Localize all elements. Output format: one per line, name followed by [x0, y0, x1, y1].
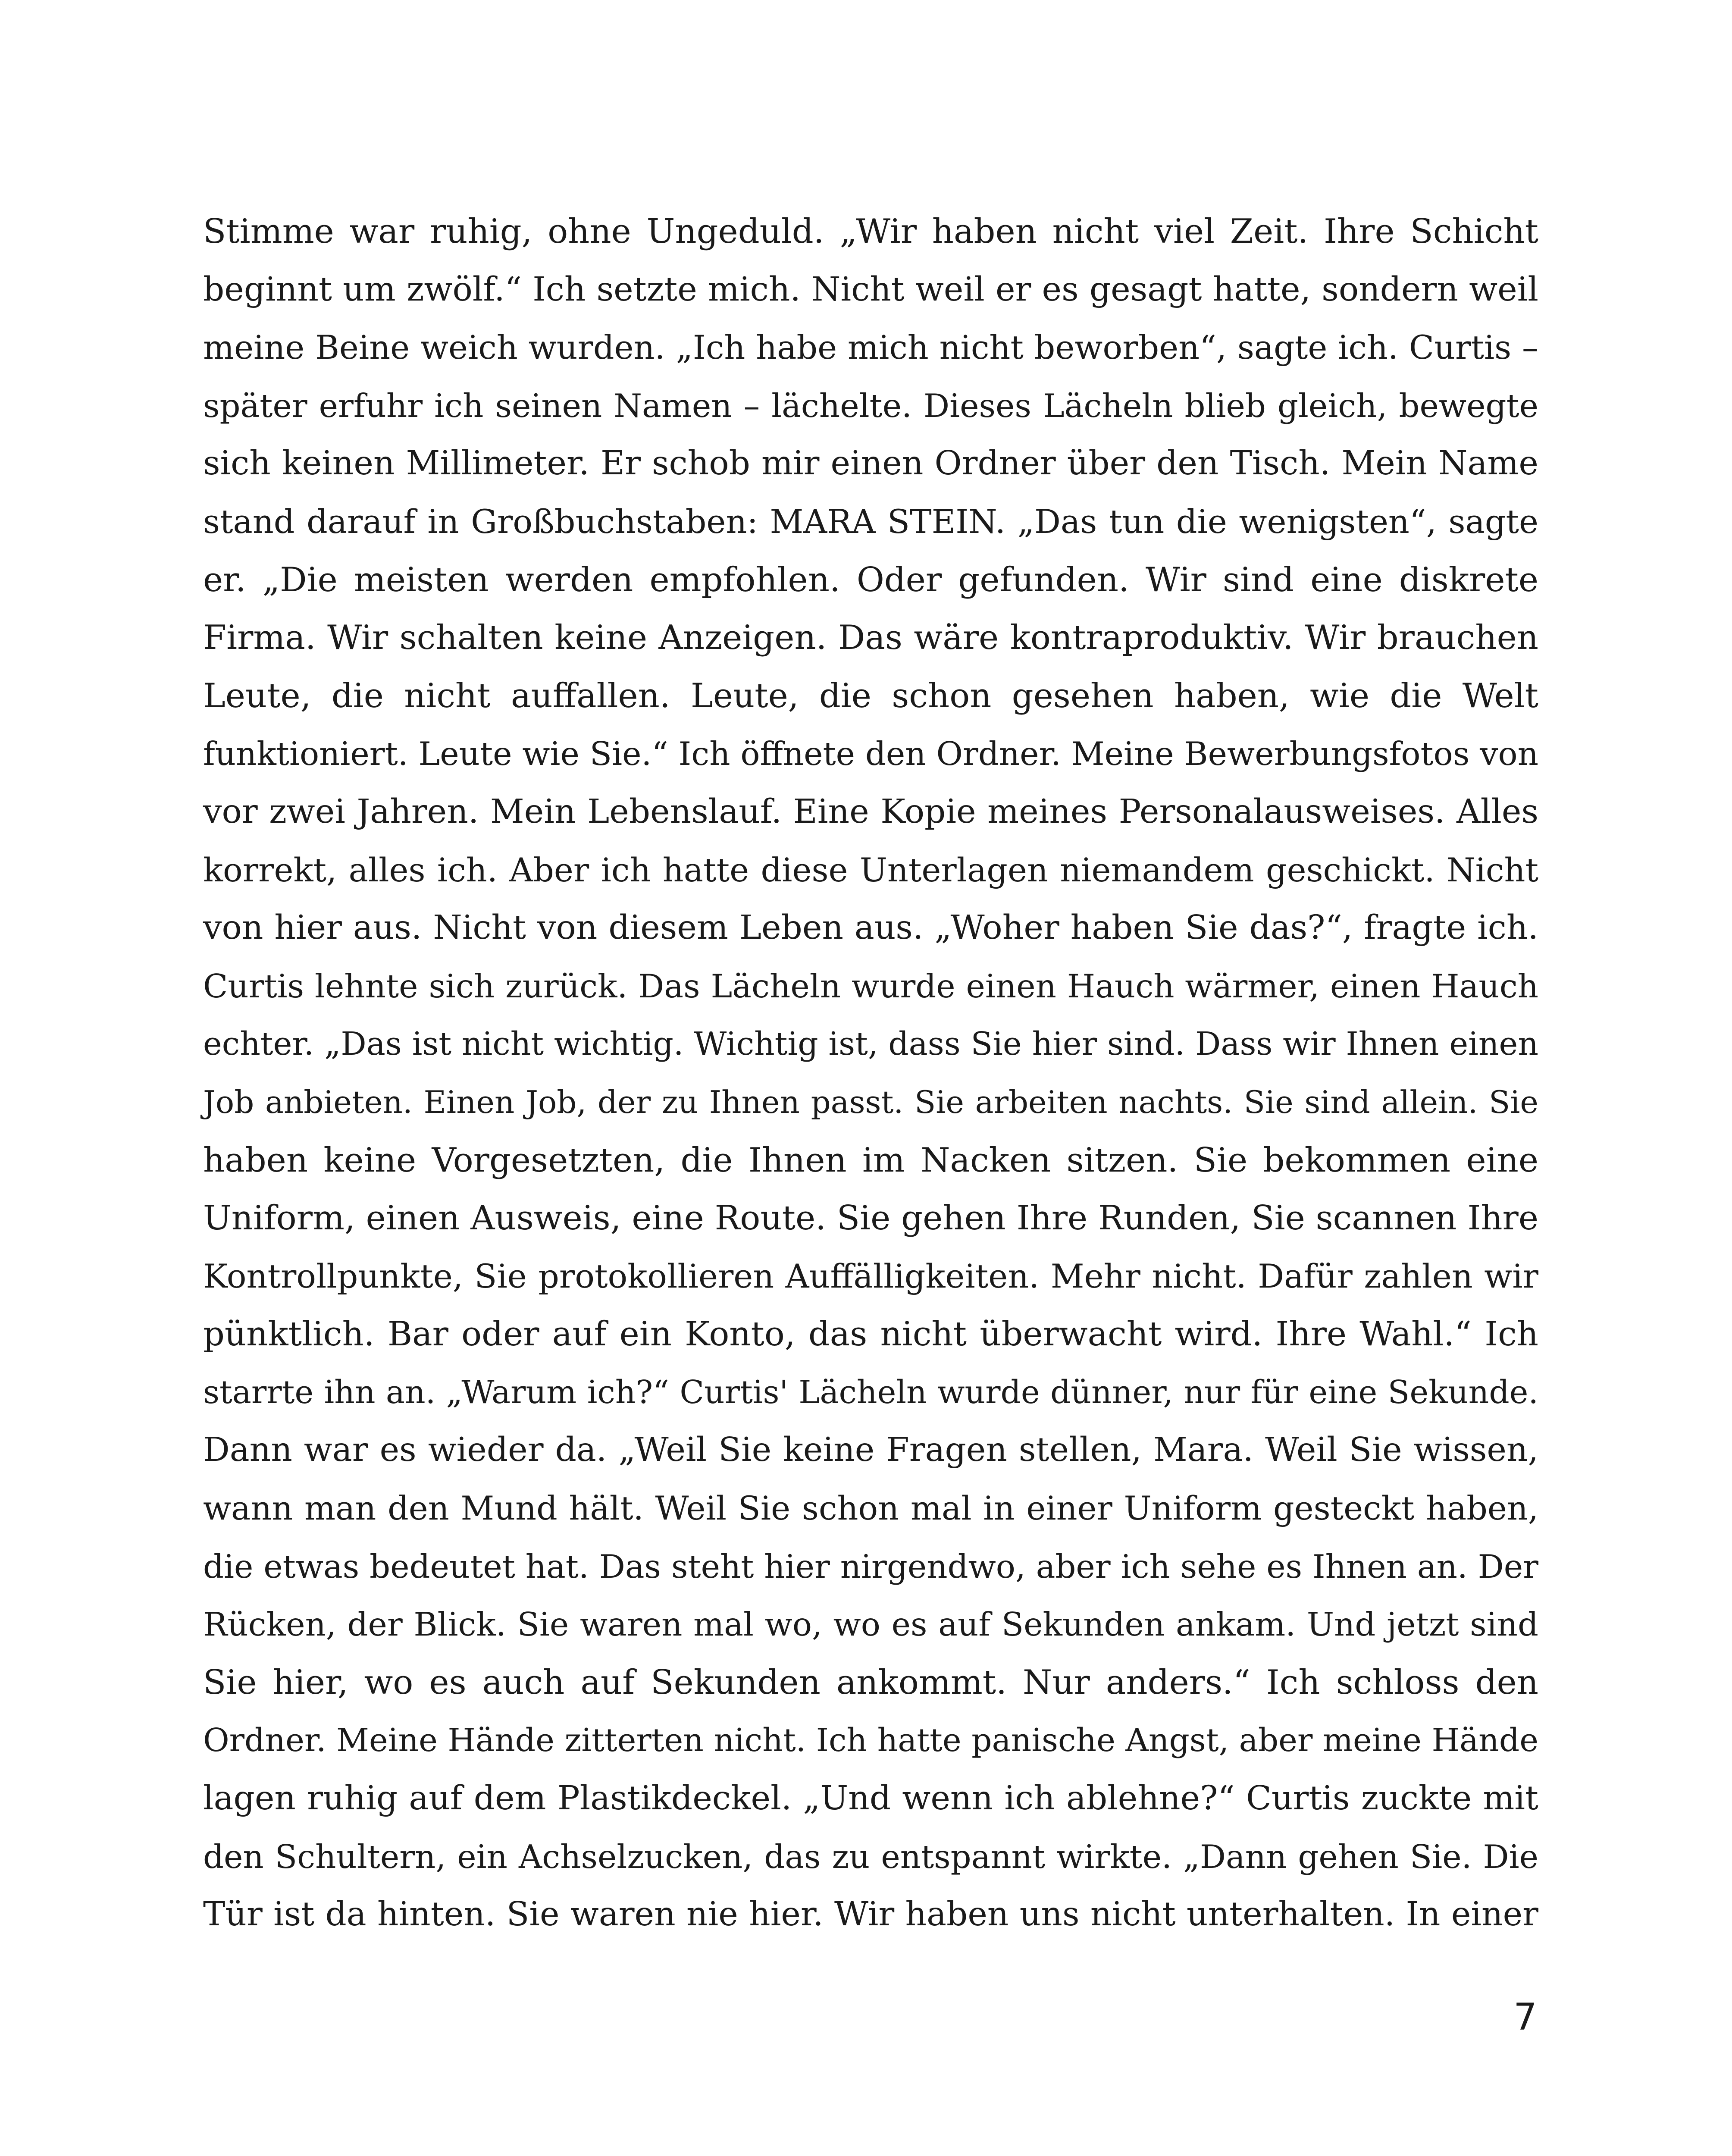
page-number: 7 [1513, 1996, 1537, 2039]
text-line: Sie hier, wo es auch auf Sekunden ankommt. Nur anders.“ Ich schloss den [203, 1663, 1538, 1702]
text-line: den Schultern, ein Achselzucken, das zu entspannt wirkte. „Dann gehen Sie. Die [203, 1837, 1538, 1876]
text-line: echter. „Das ist nicht wichtig. Wichtig ist, dass Sie hier sind. Dass wir Ihnen einen [203, 1025, 1538, 1063]
text-line: Stimme war ruhig, ohne Ungeduld. „Wir haben nicht viel Zeit. Ihre Schicht [203, 212, 1538, 251]
text-line: Firma. Wir schalten keine Anzeigen. Das wäre kontraproduktiv. Wir brauchen [203, 618, 1538, 658]
text-line: sich keinen Millimeter. Er schob mir einen Ordner über den Tisch. Mein Name [203, 444, 1538, 483]
text-line: Kontrollpunkte, Sie protokollieren Auffälligkeiten. Mehr nicht. Dafür zahlen wir [203, 1257, 1538, 1295]
text-line: pünktlich. Bar oder auf ein Konto, das nicht überwacht wird. Ihre Wahl.“ Ich [203, 1315, 1538, 1354]
text-line: vor zwei Jahren. Mein Lebenslauf. Eine Kopie meines Personalausweises. Alles [203, 792, 1538, 831]
text-line: später erfuhr ich seinen Namen – lächelte. Dieses Lächeln blieb gleich, bewegte [203, 386, 1538, 425]
text-line: korrekt, alles ich. Aber ich hatte diese Unterlagen niemandem geschickt. Nicht [203, 850, 1538, 889]
text-line: Rücken, der Blick. Sie waren mal wo, wo es auf Sekunden ankam. Und jetzt sind [203, 1605, 1538, 1644]
text-line: meine Beine weich wurden. „Ich habe mich nicht beworben“, sagte ich. Curtis – [203, 328, 1538, 367]
text-line: Uniform, einen Ausweis, eine Route. Sie gehen Ihre Runden, Sie scannen Ihre [203, 1199, 1538, 1238]
text-line: Curtis lehnte sich zurück. Das Lächeln wurde einen Hauch wärmer, einen Hauch [203, 967, 1538, 1005]
text-line: funktioniert. Leute wie Sie.“ Ich öffnete den Ordner. Meine Bewerbungsfotos von [203, 735, 1538, 773]
text-line: Tür ist da hinten. Sie waren nie hier. Wir haben uns nicht unterhalten. In einer [203, 1895, 1538, 1934]
text-line: haben keine Vorgesetzten, die Ihnen im Nacken sitzen. Sie bekommen eine [203, 1141, 1538, 1180]
text-line: Leute, die nicht auffallen. Leute, die schon gesehen haben, wie die Welt [203, 676, 1538, 715]
text-line: Ordner. Meine Hände zitterten nicht. Ich hatte panische Angst, aber meine Hände [203, 1722, 1538, 1759]
text-line: beginnt um zwölf.“ Ich setzte mich. Nicht weil er es gesagt hatte, sondern weil [203, 270, 1538, 309]
text-line: stand darauf in Großbuchstaben: MARA STEIN. „Das tun die wenigsten“, sagte [203, 502, 1538, 541]
text-line: die etwas bedeutet hat. Das steht hier nirgendwo, aber ich sehe es Ihnen an. Der [203, 1547, 1538, 1586]
text-line: wann man den Mund hält. Weil Sie schon mal in einer Uniform gesteckt haben, [203, 1489, 1538, 1528]
text-line: Job anbieten. Einen Job, der zu Ihnen passt. Sie arbeiten nachts. Sie sind allein. Sie [203, 1084, 1538, 1120]
body-text [203, 203, 1538, 1944]
text-line: er. „Die meisten werden empfohlen. Oder gefunden. Wir sind eine diskrete [203, 560, 1538, 599]
text-line: Dann war es wieder da. „Weil Sie keine Fragen stellen, Mara. Weil Sie wissen, [203, 1431, 1538, 1470]
text-line: lagen ruhig auf dem Plastikdeckel. „Und wenn ich ablehne?“ Curtis zuckte mit [203, 1779, 1538, 1818]
text-line: von hier aus. Nicht von diesem Leben aus. „Woher haben Sie das?“, fragte ich. [203, 909, 1538, 947]
text-line: starrte ihn an. „Warum ich?“ Curtis' Lächeln wurde dünner, nur für eine Sekunde. [203, 1373, 1538, 1411]
